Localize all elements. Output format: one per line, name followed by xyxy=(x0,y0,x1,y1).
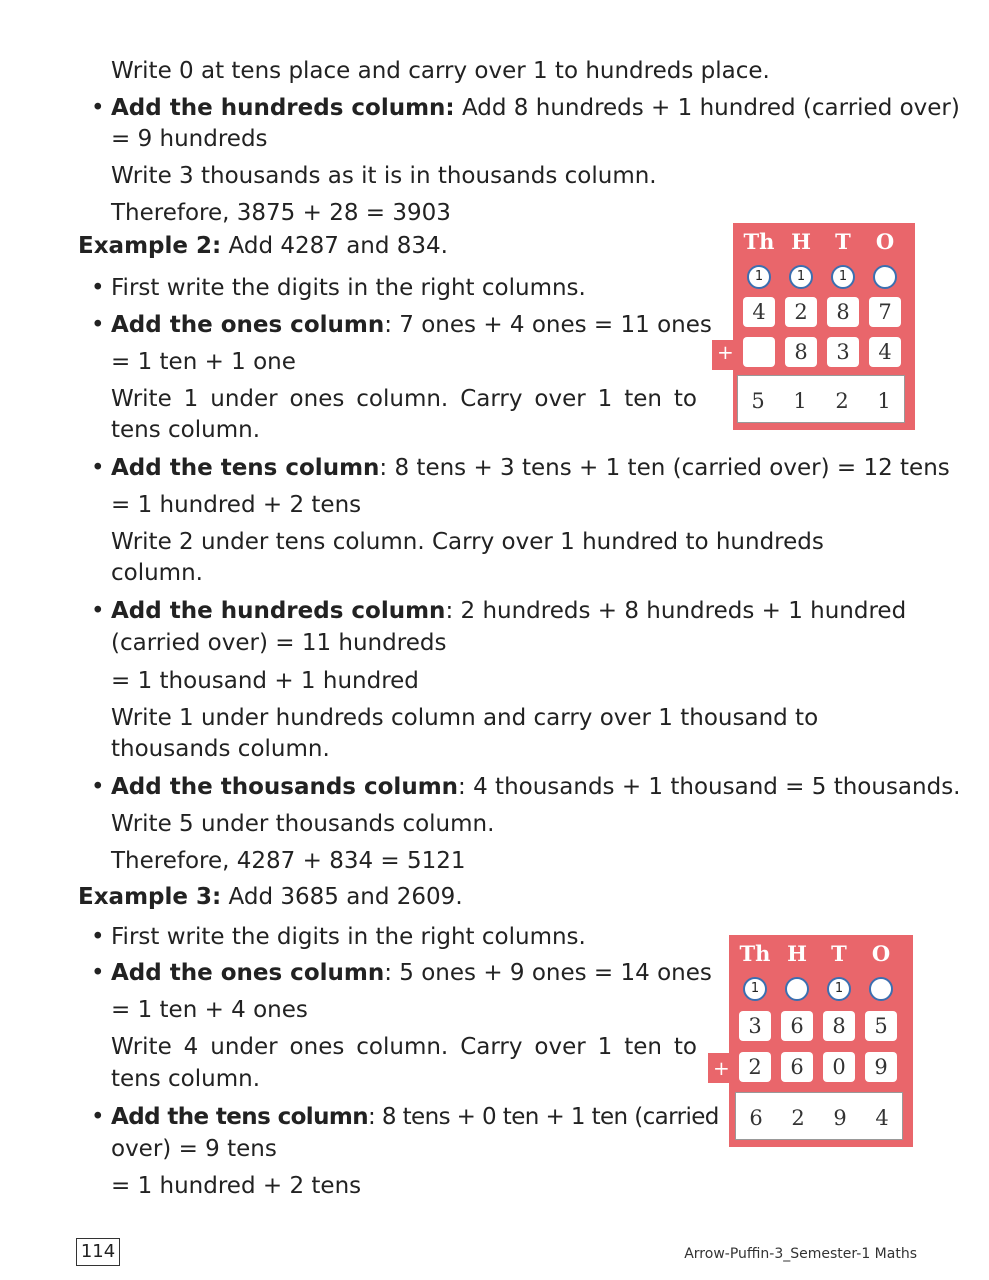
text-line: over) = 9 tens xyxy=(111,1136,277,1162)
text-line: = 9 hundreds xyxy=(111,126,268,152)
header-tens: T xyxy=(831,941,847,966)
digit-cell: 2 xyxy=(785,297,817,327)
digit-cell: 8 xyxy=(827,297,859,327)
text-line: tens column. xyxy=(111,1066,261,1092)
digit-cell: 9 xyxy=(865,1052,897,1082)
bold-label: Add the tens column xyxy=(111,455,380,481)
plus-sign: + xyxy=(713,1056,730,1080)
example-2-heading xyxy=(78,231,448,261)
text-line: Write 2 under tens column. Carry over 1 hundred to hundreds xyxy=(111,529,824,555)
bold-label: Add the ones column xyxy=(111,960,385,986)
bullet-tens xyxy=(111,453,950,483)
digit-cell: 6 xyxy=(781,1011,813,1041)
text-line: tens column. xyxy=(111,417,261,443)
text-line: Therefore, 4287 + 834 = 5121 xyxy=(111,848,466,874)
bold-label: Add the ones column xyxy=(111,312,385,338)
digit-cell: 5 xyxy=(865,1011,897,1041)
result-digit: 4 xyxy=(875,1106,889,1130)
carry-circle: 1 xyxy=(831,265,855,289)
bullet-item: • First write the digits in the right columns. xyxy=(111,922,586,952)
result-digit: 2 xyxy=(791,1106,805,1130)
header-hundreds: H xyxy=(787,941,807,966)
result-digit: 1 xyxy=(793,389,807,413)
text-line: = 1 thousand + 1 hundred xyxy=(111,668,419,694)
text-line: Therefore, 3875 + 28 = 3903 xyxy=(111,200,451,226)
bullet-text: : 8 tens + 3 tens + 1 ten (carried over) = 12 tens xyxy=(379,455,950,481)
header-thousands: Th xyxy=(743,229,775,254)
bold-label: Add the tens column xyxy=(111,1104,369,1130)
bullet-ones xyxy=(111,310,712,340)
digit-cell: 2 xyxy=(739,1052,771,1082)
bullet-hundreds xyxy=(111,93,960,123)
result-digit: 1 xyxy=(877,389,891,413)
result-box xyxy=(735,1092,903,1140)
header-ones: O xyxy=(871,941,891,966)
bullet-item: • First write the digits in the right columns. xyxy=(111,273,586,303)
place-value-table-example-2 xyxy=(717,223,915,430)
digit-cell: 0 xyxy=(823,1052,855,1082)
bullet-hundreds xyxy=(111,596,906,626)
bullet-text: : 5 ones + 9 ones = 14 ones xyxy=(384,960,712,986)
text-line: Write 5 under thousands column. xyxy=(111,811,495,837)
text-line: Write 1 under hundreds column and carry over 1 thousand to xyxy=(111,705,819,731)
plus-sign: + xyxy=(717,340,734,364)
example-label: Example 3: xyxy=(78,884,222,910)
carry-circle: 1 xyxy=(743,977,767,1001)
example-label: Example 2: xyxy=(78,233,222,259)
digit-cell: 6 xyxy=(781,1052,813,1082)
carry-circle xyxy=(873,265,897,289)
text-line: Write 1 under ones column. Carry over 1 ten to xyxy=(111,386,697,412)
result-digit: 9 xyxy=(833,1106,847,1130)
digit-cell: 7 xyxy=(869,297,901,327)
example-text: Add 3685 and 2609. xyxy=(221,884,463,910)
text-line: Write 3 thousands as it is in thousands column. xyxy=(111,163,657,189)
header-ones: O xyxy=(875,229,895,254)
result-digit: 2 xyxy=(835,389,849,413)
example-text: Add 4287 and 834. xyxy=(221,233,448,259)
text-line: thousands column. xyxy=(111,736,330,762)
text-line: = 1 hundred + 2 tens xyxy=(111,492,362,518)
text-line: (carried over) = 11 hundreds xyxy=(111,630,447,656)
digit-cell: 4 xyxy=(869,337,901,367)
carry-circle: 1 xyxy=(827,977,851,1001)
header-thousands: Th xyxy=(739,941,771,966)
carry-circle xyxy=(785,977,809,1001)
bullet-text: : 8 tens + 0 ten + 1 ten (carried xyxy=(368,1104,719,1130)
bullet-text: Add 8 hundreds + 1 hundred (carried over) xyxy=(454,95,960,121)
text-line: column. xyxy=(111,560,203,586)
example-3-heading xyxy=(78,882,463,912)
carry-circle: 1 xyxy=(789,265,813,289)
text-line: = 1 ten + 1 one xyxy=(111,349,296,375)
text-line: = 1 ten + 4 ones xyxy=(111,997,308,1023)
bullet-text: : 2 hundreds + 8 hundreds + 1 hundred xyxy=(445,598,907,624)
text-line: Write 4 under ones column. Carry over 1 ten to xyxy=(111,1034,697,1060)
page-number: 114 xyxy=(76,1238,120,1266)
bold-label: Add the hundreds column xyxy=(111,598,446,624)
digit-cell: 8 xyxy=(785,337,817,367)
digit-cell: 3 xyxy=(739,1011,771,1041)
place-value-table-example-3 xyxy=(713,935,913,1147)
text-line: Write 0 at tens place and carry over 1 to hundreds place. xyxy=(111,58,770,84)
digit-cell: 4 xyxy=(743,297,775,327)
bold-label: Add the thousands column xyxy=(111,774,459,800)
header-hundreds: H xyxy=(791,229,811,254)
bullet-tens xyxy=(111,1102,719,1132)
carry-circle: 1 xyxy=(747,265,771,289)
digit-cell: 3 xyxy=(827,337,859,367)
result-box xyxy=(737,375,905,423)
carry-circle xyxy=(869,977,893,1001)
header-tens: T xyxy=(835,229,851,254)
digit-cell xyxy=(743,337,775,367)
bullet-ones xyxy=(111,958,712,988)
result-digit: 5 xyxy=(751,389,765,413)
bullet-text: : 4 thousands + 1 thousand = 5 thousands. xyxy=(458,774,961,800)
text-line: = 1 hundred + 2 tens xyxy=(111,1173,362,1199)
bullet-thousands xyxy=(111,772,961,802)
bold-label: Add the hundreds column: xyxy=(111,95,455,121)
digit-cell: 8 xyxy=(823,1011,855,1041)
book-title: Arrow-Puffin-3_Semester-1 Maths xyxy=(684,1246,917,1262)
bullet-text: : 7 ones + 4 ones = 11 ones xyxy=(384,312,712,338)
result-digit: 6 xyxy=(749,1106,763,1130)
